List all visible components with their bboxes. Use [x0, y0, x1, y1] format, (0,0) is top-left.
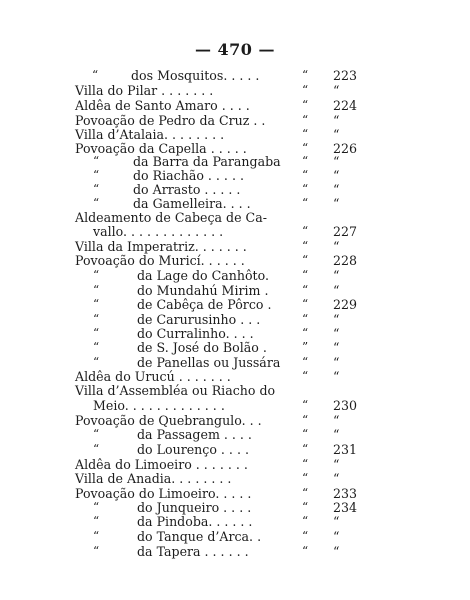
index-entry [0, 113, 470, 128]
ditto-mark-column: “ [302, 141, 309, 155]
index-entry [0, 398, 470, 413]
ditto-mark-column: “ [302, 98, 309, 112]
index-entry [0, 326, 470, 341]
index-entry [0, 268, 470, 283]
entry-title: do Curralinho. . . . [137, 326, 254, 341]
entry-title: da Barra da Parangaba [133, 154, 281, 169]
ditto-mark-column: “ [302, 239, 309, 253]
ditto-mark-left: “ [93, 154, 100, 168]
page-reference: 229 [333, 297, 358, 312]
entry-title: de S. José do Bolão . [137, 340, 267, 355]
ditto-mark-column: “ [302, 529, 309, 543]
entry-title: Povoação de Quebrangulo. . . [75, 413, 262, 428]
ditto-mark-column: “ [302, 196, 309, 210]
entry-title: da Tapera . . . . . . [137, 544, 249, 559]
entry-title: do Lourenço . . . . [137, 442, 249, 457]
page-reference: 234 [333, 500, 358, 515]
ditto-mark-column: “ [302, 312, 309, 326]
page-reference: “ [333, 427, 340, 442]
page-reference: “ [333, 268, 340, 283]
ditto-mark-left: “ [93, 500, 100, 514]
entry-title: do Riachão . . . . . [133, 168, 244, 183]
page-reference: “ [333, 471, 340, 486]
entry-title: Aldeamento de Cabeça de Ca- [75, 210, 267, 225]
entry-title: Povoação do Muricí. . . . . . [75, 253, 245, 268]
entry-title: de Cabêça de Pôrco . [137, 297, 272, 312]
ditto-mark-left: “ [93, 196, 100, 210]
ditto-mark-column: “ [302, 83, 309, 97]
entry-title: Povoação de Pedro da Cruz . . [75, 113, 266, 128]
ditto-mark-left: “ [93, 283, 100, 297]
index-entry [0, 442, 470, 457]
index-entry [0, 355, 470, 370]
ditto-mark-left: “ [93, 529, 100, 543]
entry-title: dos Mosquitos. . . . . [131, 68, 260, 83]
entry-title: da Gamelleira. . . . [133, 196, 251, 211]
page-reference: 231 [333, 442, 358, 457]
ditto-mark-left: “ [93, 182, 100, 196]
index-entry [0, 457, 470, 472]
ditto-mark-column: “ [302, 457, 309, 471]
index-entry [0, 369, 470, 384]
ditto-mark-left: “ [93, 268, 100, 282]
index-entry [0, 210, 470, 225]
page-reference: “ [333, 355, 340, 370]
entry-title: Meio. . . . . . . . . . . . . [93, 398, 225, 413]
page-reference: “ [333, 340, 340, 355]
page-reference: “ [333, 182, 340, 197]
ditto-mark-column: “ [302, 297, 309, 311]
ditto-mark-column: “ [302, 253, 309, 267]
ditto-mark-left: “ [93, 544, 100, 558]
index-entry [0, 98, 470, 113]
entry-title: de Panellas ou Jussára [137, 355, 281, 370]
page-reference: 230 [333, 398, 358, 413]
entry-title: Povoação do Limoeiro. . . . . [75, 486, 252, 501]
ditto-mark-left: “ [92, 68, 99, 82]
index-entry [0, 471, 470, 486]
entry-title: Villa da Imperatriz. . . . . . . [75, 239, 247, 254]
entry-title: do Arrasto . . . . . [133, 182, 241, 197]
page-reference: “ [333, 83, 340, 98]
ditto-mark-left: “ [93, 168, 100, 182]
index-entry [0, 413, 470, 428]
page-reference: “ [333, 369, 340, 384]
ditto-mark-column: “ [302, 500, 309, 514]
page-number-header: — 470 — [194, 40, 276, 59]
page-reference: 233 [333, 486, 358, 501]
entry-title: da Passagem . . . . [137, 427, 252, 442]
index-entry [0, 500, 470, 515]
index-entry [0, 312, 470, 327]
page-reference: “ [333, 196, 340, 211]
entry-title: Aldêa de Santo Amaro . . . . [75, 98, 250, 113]
page-reference: “ [333, 457, 340, 472]
ditto-mark-column: “ [302, 68, 309, 82]
page-reference: “ [333, 326, 340, 341]
index-entry [0, 154, 470, 169]
ditto-mark-column: “ [302, 544, 309, 558]
ditto-mark-column: “ [302, 486, 309, 500]
page-reference: 223 [333, 68, 358, 83]
page-reference: “ [333, 283, 340, 298]
page-reference: “ [333, 154, 340, 169]
entry-title: de Carurusinho . . . [137, 312, 261, 327]
ditto-mark-column: “ [302, 224, 309, 238]
ditto-mark-column: “ [302, 355, 309, 369]
ditto-mark-column: “ [302, 398, 309, 412]
entry-title: Povoação da Capella . . . . . [75, 141, 247, 156]
index-entry [0, 196, 470, 211]
ditto-mark-column: “ [302, 427, 309, 441]
index-entry [0, 297, 470, 312]
ditto-mark-column: “ [302, 113, 309, 127]
ditto-mark-left: “ [93, 340, 100, 354]
index-entry [0, 168, 470, 183]
index-entry [0, 529, 470, 544]
index-entry [0, 253, 470, 268]
page-reference: “ [333, 127, 340, 142]
index-entry [0, 83, 470, 98]
index-entry [0, 383, 470, 398]
page-reference: “ [333, 239, 340, 254]
page-reference: 224 [333, 98, 358, 113]
index-entry [0, 514, 470, 529]
ditto-mark-left: “ [93, 312, 100, 326]
ditto-mark-column: “ [302, 326, 309, 340]
entry-title: vallo. . . . . . . . . . . . . [93, 224, 224, 239]
entry-title: da Lage do Canhôto. [137, 268, 269, 283]
index-entry [0, 224, 470, 239]
ditto-mark-column: “ [302, 154, 309, 168]
entry-title: Aldêa do Limoeiro . . . . . . . [75, 457, 248, 472]
page-reference: 226 [333, 141, 358, 156]
entry-title: do Junqueiro . . . . [137, 500, 252, 515]
index-entry [0, 127, 470, 142]
ditto-mark-column: ” [302, 340, 309, 354]
page-reference: “ [333, 113, 340, 128]
entry-title: Villa do Pilar . . . . . . . [75, 83, 214, 98]
page-reference: “ [333, 312, 340, 327]
entry-title: do Mundahú Mirim . [137, 283, 269, 298]
ditto-mark-column: “ [302, 442, 309, 456]
index-entry [0, 68, 470, 83]
ditto-mark-column: “ [302, 514, 309, 528]
ditto-mark-column: “ [302, 127, 309, 141]
page-reference: 227 [333, 224, 358, 239]
entry-title: Aldêa do Urucú . . . . . . . [75, 369, 231, 384]
ditto-mark-column: “ [302, 369, 309, 383]
entry-title: Villa d’Atalaia. . . . . . . . [75, 127, 225, 142]
ditto-mark-left: “ [93, 355, 100, 369]
ditto-mark-column: “ [302, 283, 309, 297]
index-entry [0, 427, 470, 442]
index-entry [0, 239, 470, 254]
page-reference: “ [333, 544, 340, 559]
index-entry [0, 544, 470, 559]
ditto-mark-column: “ [302, 471, 309, 485]
ditto-mark-left: “ [93, 514, 100, 528]
index-entry [0, 340, 470, 355]
ditto-mark-left: “ [93, 297, 100, 311]
ditto-mark-left: “ [93, 442, 100, 456]
ditto-mark-column: “ [302, 413, 309, 427]
ditto-mark-left: “ [93, 326, 100, 340]
page-reference: “ [333, 168, 340, 183]
entry-title: do Tanque d’Arca. . [137, 529, 262, 544]
ditto-mark-column: “ [302, 182, 309, 196]
page-reference: “ [333, 529, 340, 544]
ditto-mark-left: “ [93, 427, 100, 441]
entry-title: da Pindoba. . . . . . [137, 514, 253, 529]
page-reference: “ [333, 413, 340, 428]
page-reference: 228 [333, 253, 358, 268]
ditto-mark-column: “ [302, 268, 309, 282]
index-entry [0, 283, 470, 298]
page-reference: “ [333, 514, 340, 529]
ditto-mark-column: “ [302, 168, 309, 182]
index-entry [0, 486, 470, 501]
entry-title: Villa d’Assembléa ou Riacho do [75, 383, 276, 398]
entry-title: Villa de Anadia. . . . . . . . [75, 471, 232, 486]
index-entry [0, 182, 470, 197]
